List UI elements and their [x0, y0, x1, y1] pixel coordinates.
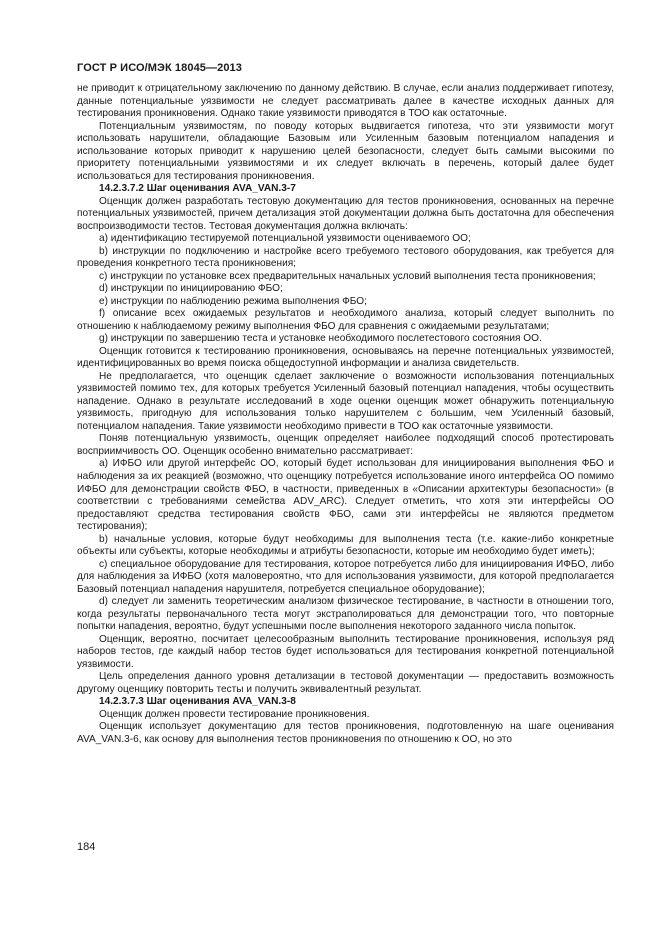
list-item: a) ИФБО или другой интерфейс ОО, который будет использован для инициирования выполнения ФБО и наблюдения за их реакцией (возможно, что оценщику потребуется использование иного интерфейса ОО помимо ИФБО для демонстрации свойств ФБО, в частности, приведенных в «Описании архитектуры безопасности» (в соответствии с требованиями семейства ADV_ARC). Следует отметить, что хотя эти интерфейсы ОО предоставляют средства тестирования свойств ФБО, сами эти интерфейсы не являются предметом тестирования);: [77, 458, 614, 533]
paragraph: Оценщик готовится к тестированию проникновения, основываясь на перечне потенциальных уязвимостей, идентифицированных во время поиска общедоступной информации и анализа свидетельств.: [77, 345, 614, 370]
list-item: c) специальное оборудование для тестирования, которое потребуется либо для инициирования ИФБО, либо для наблюдения за ИФБО (хотя маловероятно, что для использования уязвимости, для которой предполагается Базовый потенциал нападения нарушителя, потребуется специальное оборудование);: [77, 558, 614, 595]
paragraph: Оценщик должен разработать тестовую документацию для тестов проникновения, основанных на перечне потенциальных уязвимостей, причем детализация этой документации должна быть достаточна для обеспечения воспроизводимости тестов. Тестовая документация должна включать:: [77, 195, 614, 232]
list-item: a) идентификацию тестируемой потенциальной уязвимости оцениваемого ОО;: [99, 233, 471, 245]
paragraph: Не предполагается, что оценщик сделает заключение о возможности использования потенциальных уязвимостей помимо тех, для которых требуется Усиленный базовый потенциал нападения, чтобы осуществить нападение. Однако в результате исследований в ходе оценки оценщик может обнаружить потенциальную уязвимость, пригодную для использования только нарушителем с большим, чем Усиленный базовый, потенциалом нападения. Такие уязвимости необходимо привести в ТОО как остаточные уязвимости.: [77, 370, 614, 432]
section-heading: 14.2.3.7.3 Шаг оценивания AVA_VAN.3-8: [99, 696, 296, 708]
list-item: b) инструкции по подключению и настройке всего требуемого тестового оборудования, как требуется для проведения конкретного теста проникновения;: [77, 245, 614, 270]
body-text: [77, 83, 614, 746]
paragraph: Оценщик, вероятно, посчитает целесообразным выполнить тестирование проникновения, используя ряд наборов тестов, где каждый набор тестов будет использоваться для тестирования конкретной потенциальной уязвимости.: [77, 633, 614, 670]
document-header: ГОСТ Р ИСО/МЭК 18045—2013: [77, 62, 242, 74]
section-heading: 14.2.3.7.2 Шаг оценивания AVA_VAN.3-7: [99, 183, 296, 195]
paragraph: Оценщик использует документацию для тестов проникновения, подготовленную на шаге оценивания AVA_VAN.3-6, как основу для выполнения тестов проникновения по отношению к ОО, но это: [77, 721, 614, 745]
list-item: d) следует ли заменить теоретическим анализом физическое тестирование, в частности в отношении того, когда результаты первоначального теста могут экстраполироваться для демонстрации того, что повторные попытки нападения, вероятно, будут успешными после выполнения некоторого заданного числа попыток.: [77, 596, 614, 633]
paragraph: Цель определения данного уровня детализации в тестовой документации — предоставить возможность другому оценщику повторить тесты и получить эквивалентный результат.: [77, 671, 614, 695]
list-item: d) инструкции по инициированию ФБО;: [99, 283, 283, 295]
list-item: e) инструкции по наблюдению режима выполнения ФБО;: [99, 295, 367, 307]
paragraph: Оценщик должен провести тестирование проникновения.: [99, 708, 370, 720]
paragraph: Потенциальным уязвимостям, по поводу которых выдвигается гипотеза, что эти уязвимости могут использовать нарушители, обладающие Базовым или Усиленным базовым потенциалом нападения и использование которых приводит к нарушению целей безопасности, следует быть самыми высокими по приоритету потенциальными уязвимостями и их следует включать в перечень, который далее будет использоваться для тестирования проникновения.: [77, 120, 614, 182]
paragraph: Поняв потенциальную уязвимость, оценщик определяет наиболее подходящий способ протестировать восприимчивость ОО. Оценщик особенно внимательно рассматривает:: [77, 433, 614, 457]
list-item: g) инструкции по завершению теста и установке необходимого послетестового состояния ОО.: [99, 333, 542, 345]
page-number: 184: [77, 841, 96, 853]
list-item: c) инструкции по установке всех предварительных начальных условий выполнения теста проникновения;: [99, 270, 596, 282]
list-item: b) начальные условия, которые будут необходимы для выполнения теста (т.е. какие-либо конкретные объекты или субъекты, которые необходимы и атрибуты безопасности, которые им необходимо будет иметь);: [77, 533, 614, 558]
list-item: f) описание всех ожидаемых результатов и необходимого анализа, который следует выполнить по отношению к наблюдаемому режиму выполнения ФБО для сравнения с ожидаемыми результатами;: [77, 308, 614, 332]
paragraph: не приводит к отрицательному заключению по данному действию. В случае, если анализ поддерживает гипотезу, данные потенциальные уязвимости не следует рассматривать далее в качестве исходных данных для тестирования проникновения. Однако такие уязвимости приводятся в ТОО как остаточные.: [77, 83, 614, 120]
